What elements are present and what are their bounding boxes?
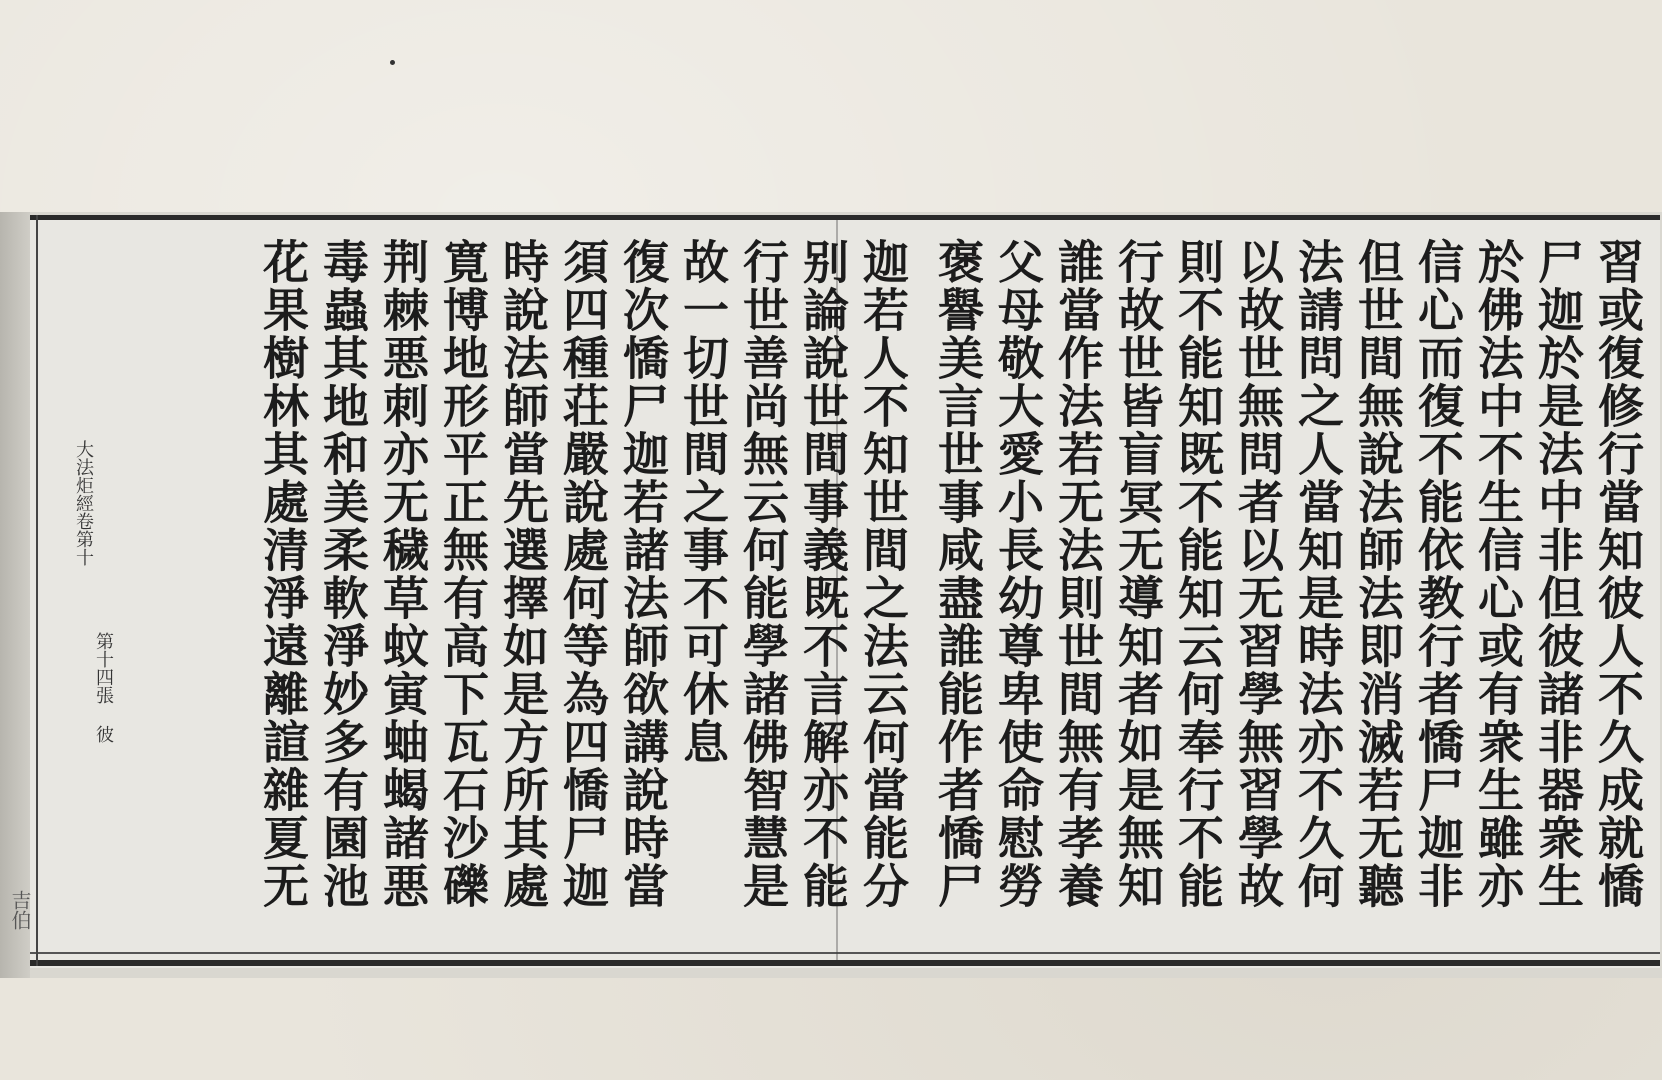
text-column: 迦若人不知世間之法云何當能分: [856, 238, 910, 910]
text-column: 須四種荘嚴說處何等為四憍尸迦: [556, 238, 610, 910]
ink-speck: [390, 60, 395, 65]
text-column: 褒譽美言世事咸盡誰能作者憍尸: [931, 238, 985, 910]
text-column: 别論說世間事義既不言解亦不能: [796, 238, 850, 910]
text-column: 信心而復不能依教行者憍尸迦非: [1411, 238, 1465, 910]
left-border-rule: [36, 215, 38, 966]
text-column: 父母敬大愛小長幼尊卑使命慰勞: [991, 238, 1045, 910]
text-column: 毒蟲其地和美柔軟淨妙多有園池: [316, 238, 370, 910]
text-column: 習或復修行當知彼人不久成就憍: [1591, 238, 1645, 910]
text-column: 法請問之人當知是時法亦不久何: [1291, 238, 1345, 910]
text-column: 但世間無說法師法即消滅若无聽: [1351, 238, 1405, 910]
sheet-number-label: 第十四張 彼: [93, 632, 114, 743]
colophon-title: 大法炬經卷第十: [73, 440, 94, 566]
text-column: 誰當作法若无法則世間無有孝養: [1051, 238, 1105, 910]
text-column: 行世善尚無云何能學諸佛智慧是: [736, 238, 790, 910]
text-column: 時說法師當先選擇如是方所其處: [496, 238, 550, 910]
left-margin-strip: [0, 212, 30, 978]
bottom-inner-rule: [30, 952, 1660, 954]
top-border-rule: [30, 215, 1660, 220]
text-column: 故一切世間之事不可休息: [676, 238, 730, 766]
bottom-border-rule: [30, 960, 1660, 966]
text-column: 於佛法中不生信心或有衆生雖亦: [1471, 238, 1525, 910]
text-column: 以故世無問者以无習學無習學故: [1231, 238, 1285, 910]
edge-stamp: 吉伯: [8, 890, 32, 930]
text-column: 則不能知既不能知云何奉行不能: [1171, 238, 1225, 910]
text-column: 行故世皆盲冥无導知者如是無知: [1111, 238, 1165, 910]
text-column: 花果樹林其處清淨遠離諠雜夏无: [256, 238, 310, 910]
text-column: 寛博地形平正無有高下瓦石沙礫: [436, 238, 490, 910]
text-column: 復次憍尸迦若諸法師欲講說時當: [616, 238, 670, 910]
text-column: 荆棘悪刺亦无穢草蚊寅蚰蝎諸悪: [376, 238, 430, 910]
text-column: 尸迦於是法中非但彼諸非器衆生: [1531, 238, 1585, 910]
